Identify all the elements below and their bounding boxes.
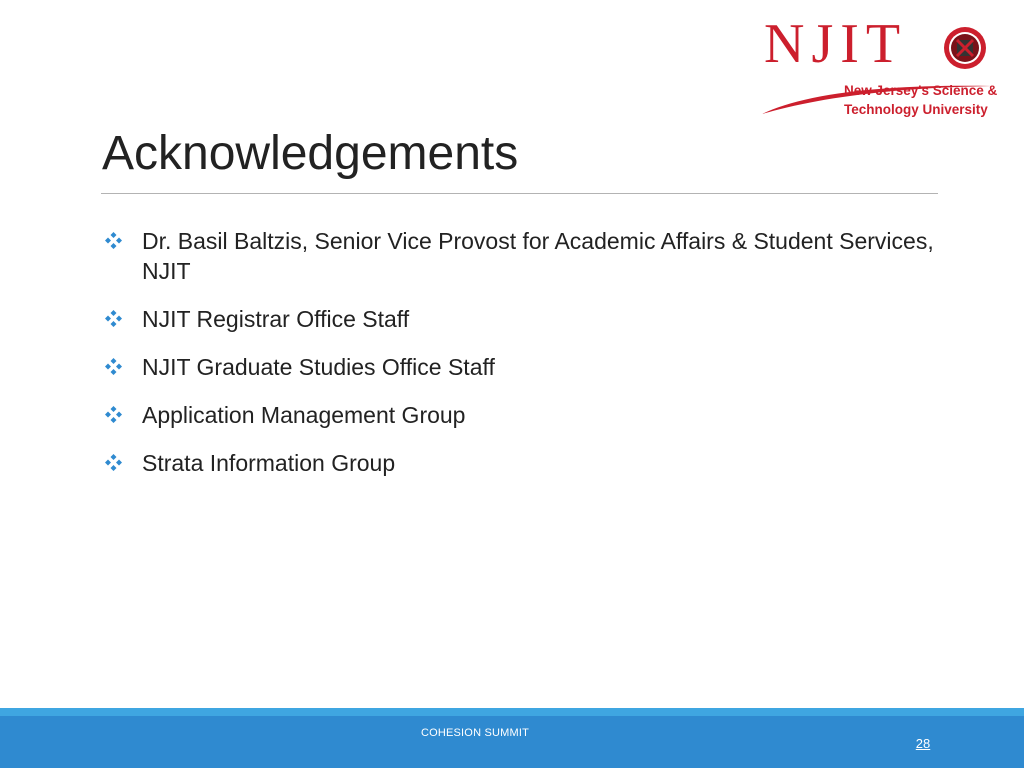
title-divider	[101, 193, 938, 194]
list-item	[104, 448, 934, 478]
university-seal-icon	[943, 26, 987, 70]
list-item	[104, 352, 934, 382]
footer-band-fill	[0, 716, 1024, 768]
page-number[interactable]: 28	[915, 736, 931, 751]
diamond-bullet-icon	[104, 309, 123, 328]
list-item	[104, 400, 934, 430]
njit-logo	[760, 13, 1000, 122]
bullet-text: NJIT Registrar Office Staff	[142, 306, 410, 332]
bullet-text: NJIT Graduate Studies Office Staff	[142, 354, 495, 380]
logo-tagline-line1: New Jersey's Science &	[844, 83, 998, 98]
list-item	[104, 226, 934, 286]
diamond-bullet-icon	[104, 231, 123, 250]
bullet-list	[104, 226, 934, 496]
logo-letters: NJIT	[764, 13, 908, 75]
diamond-bullet-icon	[104, 357, 123, 376]
diamond-bullet-icon	[104, 405, 123, 424]
bullet-text: Application Management Group	[142, 402, 466, 428]
footer-text: COHESION SUMMIT	[420, 727, 530, 739]
bullet-text: Dr. Basil Baltzis, Senior Vice Provost for Academic Affairs & Student Services, NJIT	[142, 228, 934, 284]
logo-tagline	[844, 81, 997, 119]
list-item	[104, 304, 934, 334]
slide-title: Acknowledgements	[102, 127, 519, 180]
footer-band-highlight	[0, 708, 1024, 716]
diamond-bullet-icon	[104, 453, 123, 472]
logo-tagline-line2: Technology University	[844, 102, 988, 117]
bullet-text: Strata Information Group	[142, 450, 396, 476]
